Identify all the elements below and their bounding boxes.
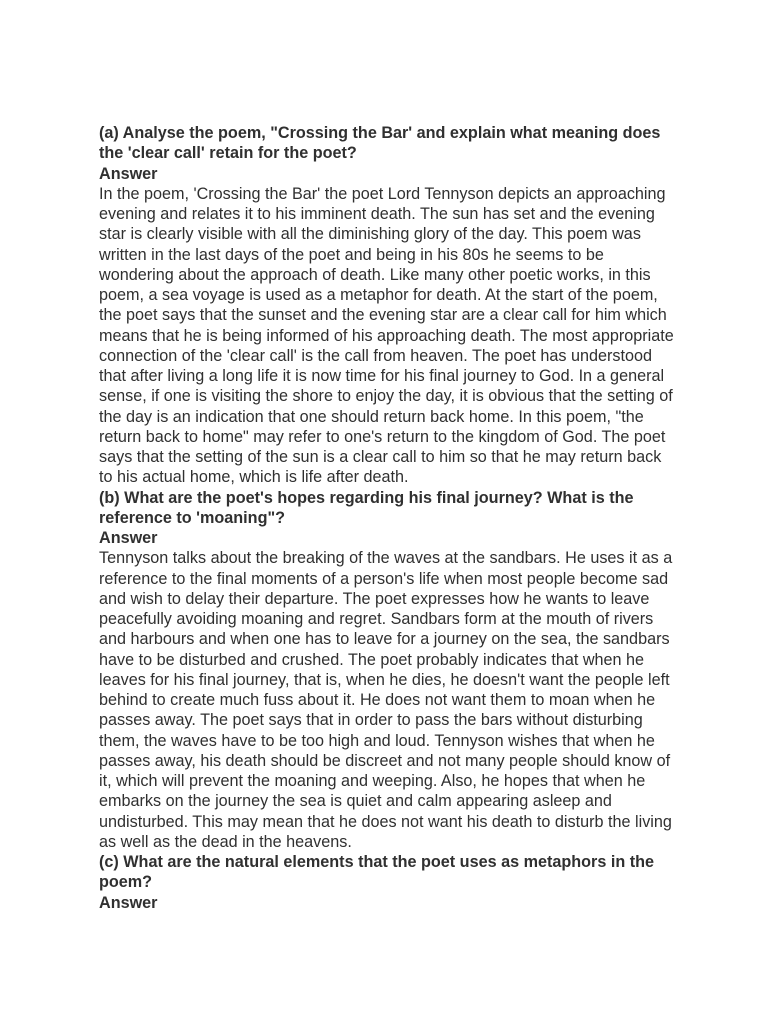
answer-label-c: Answer (99, 893, 158, 912)
question-a: (a) Analyse the poem, "Crossing the Bar' and explain what meaning does the 'clear call' retain for the poet? (99, 124, 661, 163)
answer-label-b: Answer (99, 529, 158, 547)
question-b: (b) What are the poet's hopes regarding his final journey? What is the reference to 'moaning"? (99, 488, 634, 527)
answer-text-a: In the poem, 'Crossing the Bar' the poet Lord Tennyson depicts an approaching evening and relates it to his imminent death. The sun has set and the evening star is clearly visible with all the diminishing glory of the day. This poem was written in the last days of the poet and being in his 80s he seems to be wondering about the approach of death. Like many other poetic works, in this poem, a sea voyage is used as a metaphor for death. At the start of the poem, the poet says that the sunset and the evening star are a clear call for him which means that he is being informed of his approaching death. The most appropriate connection of the 'clear call' is the call from heaven. The poet has understood that after living a long life it is now time for his final journey to God. In a general sense, if one is visiting the shore to enjoy the day, it is obvious that the setting of the day is an indication that one should return back home. In this poem, "the return back to home" may refer to one's return to the kingdom of God. The poet says that the setting of the sun is a clear call to him so that he may return back to his actual home, which is life after death. (99, 184, 674, 487)
document-page (99, 123, 674, 913)
answer-label-a: Answer (99, 164, 158, 183)
answer-text-b: Tennyson talks about the breaking of the waves at the sandbars. He uses it as a reference to the final moments of a person's life when most people become sad and wish to delay their departure. The poet expresses how he wants to leave peacefully avoiding moaning and regret. Sandbars form at the mouth of rivers and harbours and when one has to leave for a journey on the sea, the sandbars have to be disturbed and crushed. The poet probably indicates that when he leaves for his final journey, that is, when he dies, he doesn't want the people left behind to create much fuss about it. He does not want them to moan when he passes away. The poet says that in order to pass the bars without disturbing them, the waves have to be too high and loud. Tennyson wishes that when he passes away, his death should be discreet and not many people should know of it, which will prevent the moaning and weeping. Also, he hopes that when he embarks on the journey the sea is quiet and calm appearing asleep and undisturbed. This may mean that he does not want his death to disturb the living as well as the dead in the heavens. (99, 549, 673, 851)
question-c: (c) What are the natural elements that the poet uses as metaphors in the poem? (99, 853, 654, 892)
